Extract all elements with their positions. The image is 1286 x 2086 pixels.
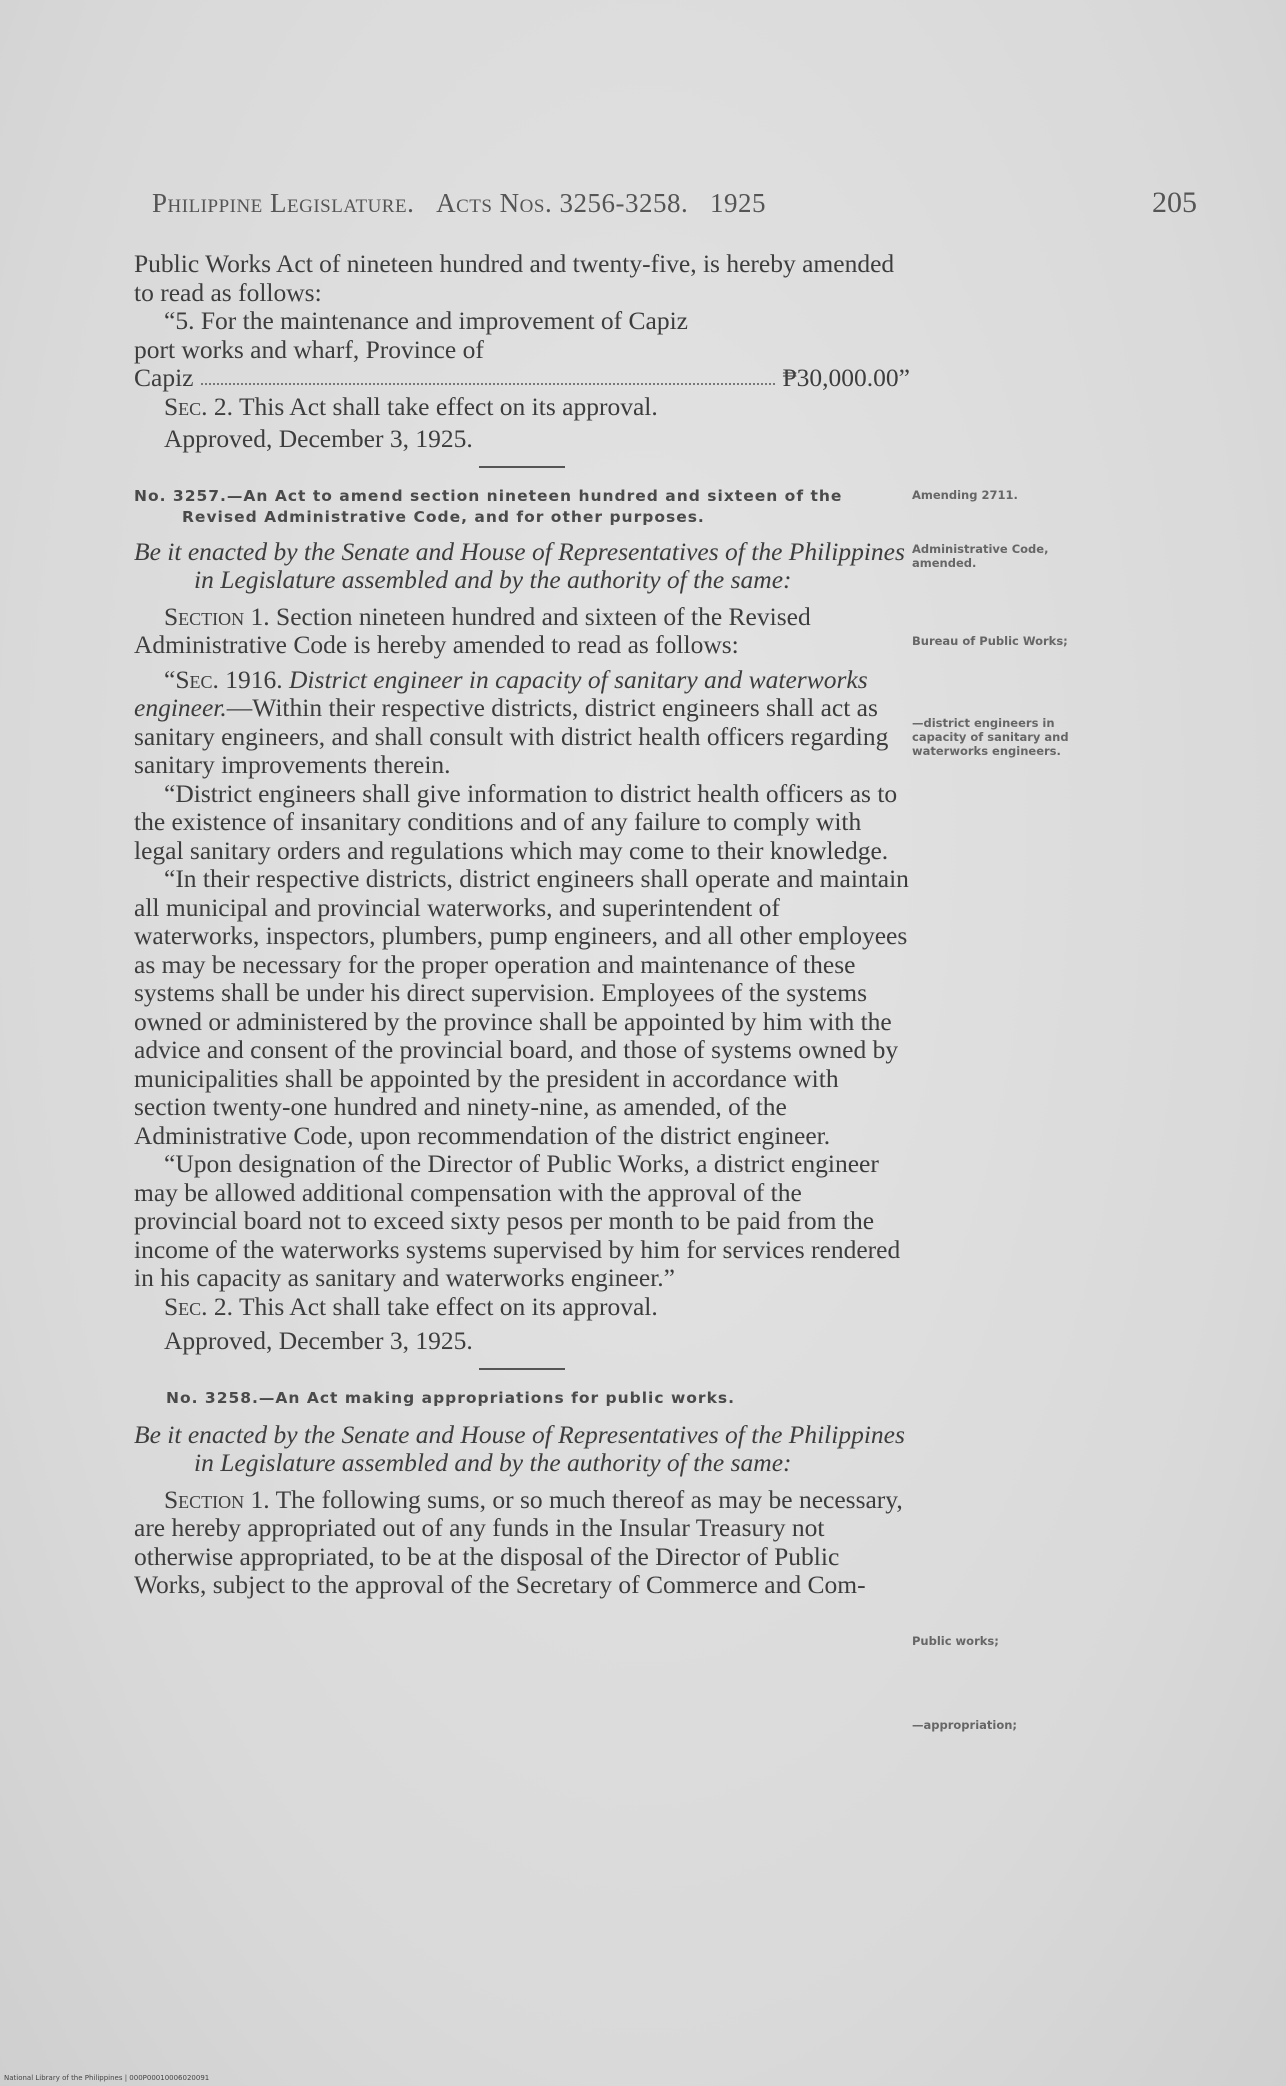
act-3258-enacting-clause: Be it enacted by the Senate and House of Representatives of the Philippines in Legislature assembled and by the authority of the same: <box>134 1419 905 1477</box>
dot-leader <box>201 364 774 385</box>
capiz-label: Capiz <box>134 363 194 392</box>
margin-note-appropriation: —appropriation; <box>912 1718 1018 1732</box>
section-divider <box>479 1368 565 1370</box>
sec1916-label: “Sec. 1916. <box>164 664 283 694</box>
sec1916-text: —Within their respective districts, district engineers shall act as sanitary engineers, and shall consult with district health officers regarding sanitary improvements therein. <box>134 693 889 779</box>
act-3257-sec1-label: Section 1. <box>164 601 270 631</box>
sec2-text: This Act shall take effect on its approval. <box>238 391 658 421</box>
act-3257-sec2-text: This Act shall take effect on its approval. <box>238 1291 658 1321</box>
running-title: Philippine Legislature. <box>152 188 415 218</box>
running-header <box>152 188 766 219</box>
act-3257-title: No. 3257.—An Act to amend section nineteen hundred and sixteen of the Revised Administrative Code, and for other purposes. <box>134 486 843 526</box>
sec2-label: Sec. 2. <box>164 391 234 421</box>
act-3257-paragraph-4: “Upon designation of the Director of Public Works, a district engineer may be allowed additional compensation with the approval of the provincial board not to exceed sixty pesos per month to be paid from the income of the waterworks systems supervised by him for services rendered in his capacity as sanitary and waterworks engineer.” <box>134 1149 901 1292</box>
appropriation-line <box>134 364 910 393</box>
capiz-amount: ₱30,000.00” <box>782 363 910 392</box>
top-paragraph-1: Public Works Act of nineteen hundred and twenty-five, is hereby amended to read as follows: <box>134 249 895 307</box>
header-year: 1925 <box>709 188 766 218</box>
section-divider <box>479 466 565 468</box>
footer-credit: National Library of the Philippines | 000P00010006020091 <box>4 2074 210 2082</box>
acts-range: Acts Nos. 3256-3258. <box>436 188 689 218</box>
margin-note-district-engineers: —district engineers in capacity of sanitary and waterworks engineers. <box>912 716 1069 758</box>
act-3257-enacting-clause: Be it enacted by the Senate and House of Representatives of the Philippines in Legislature assembled and by the authority of the same: <box>134 536 905 594</box>
act-3257-paragraph-3: “In their respective districts, district engineers shall operate and maintain all municipal and provincial waterworks, and superintendent of waterworks, inspectors, plumbers, pump engineers, and all other employees as may be necessary for the proper operation and maintenance of these systems shall be under his direct supervision. Employees of the systems owned or administered by the province shall be appointed by him with the advice and consent of the provincial board, and those of systems owned by municipalities shall be appointed by the president in accordance with section twenty-one hundred and ninety-nine, as amended, of the Administrative Code, upon recommendation of the district engineer. <box>134 864 909 1150</box>
act-3257-approved: Approved, December 3, 1925. <box>164 1326 473 1355</box>
approved-line: Approved, December 3, 1925. <box>164 424 473 453</box>
sec1916-title: District engineer in capacity of sanitary and waterworks engineer. <box>134 664 868 722</box>
act-3258-title: No. 3258.—An Act making appropriations for public works. <box>166 1388 735 1407</box>
top-paragraph-2: “5. For the maintenance and improvement of Capiz port works and wharf, Province of <box>134 306 688 364</box>
margin-note-amending: Amending 2711. <box>912 488 1018 502</box>
act-3258-sec1-label: Section 1. <box>164 1484 270 1514</box>
page-number: 205 <box>1152 186 1197 219</box>
act-3257-paragraph-2: “District engineers shall give information to district health officers as to the existence of insanitary conditions and of any failure to comply with legal sanitary orders and regulations which may come to their knowledge. <box>134 778 898 865</box>
act-3258-sec1-text: The following sums, or so much thereof as may be necessary, are hereby appropriated out of any funds in the Insular Treasury not otherwise appropriated, to be at the disposal of the Director of Public Works, subject to the approval of the Secretary of Commerce and Com- <box>134 1484 903 1599</box>
margin-note-admin-code: Administrative Code, amended. <box>912 542 1049 570</box>
margin-note-bureau: Bureau of Public Works; <box>912 634 1068 648</box>
act-3257-sec1-text: Section nineteen hundred and sixteen of the Revised Administrative Code is hereby amended to read as follows: <box>134 601 811 659</box>
main-text <box>134 250 910 1600</box>
margin-note-public-works: Public works; <box>912 1634 999 1648</box>
act-3257-sec2-label: Sec. 2. <box>164 1291 234 1321</box>
